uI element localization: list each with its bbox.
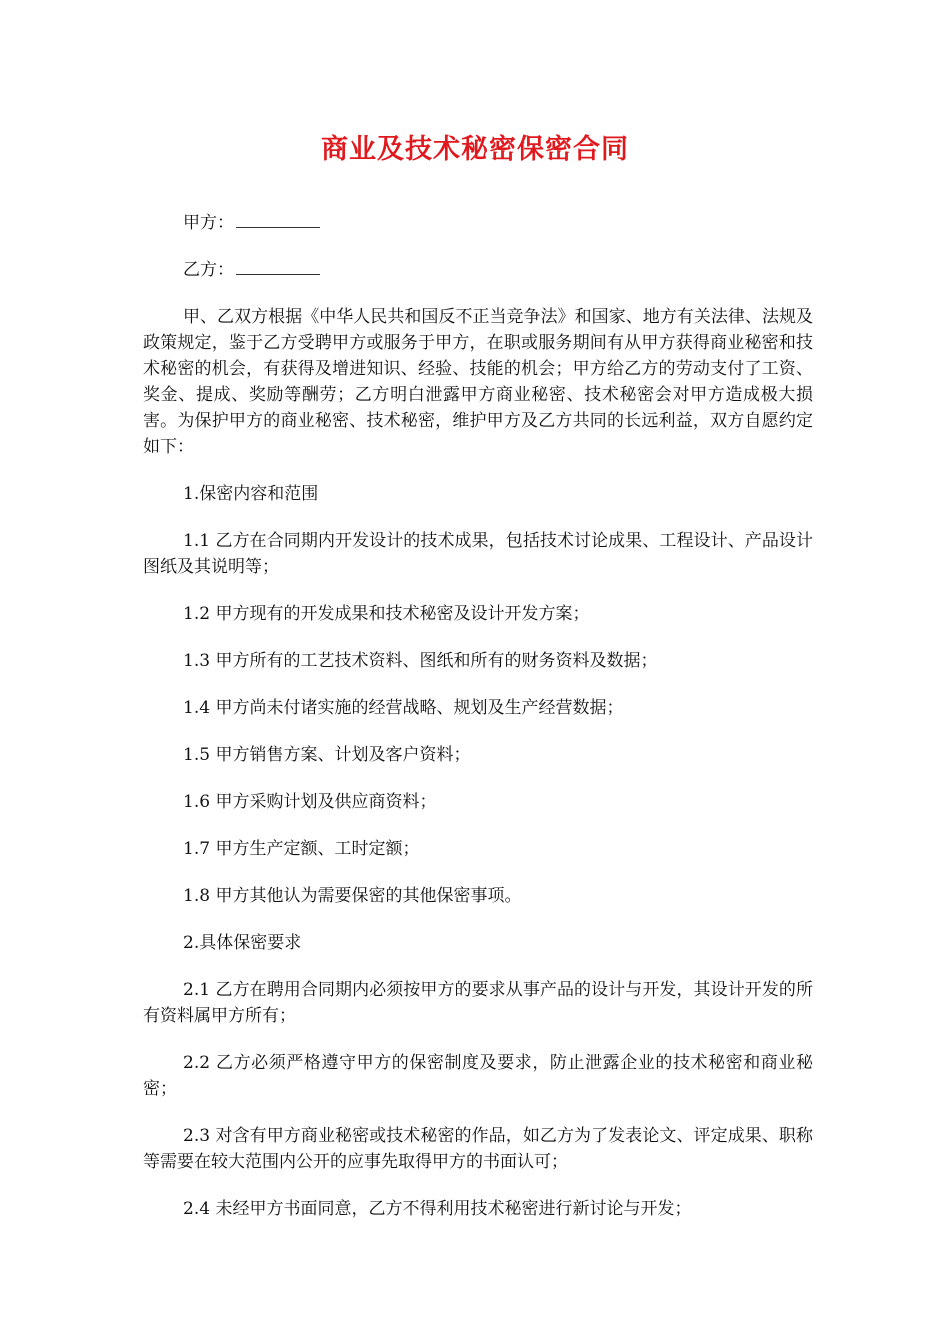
party-a-line	[143, 210, 813, 236]
clause-1-7: 1.7 甲方生产定额、工时定额；	[183, 839, 420, 859]
section-heading-2: 2.具体保密要求	[183, 933, 302, 953]
party-b-blank	[236, 260, 320, 275]
clause-2-2: 2.2 乙方必须严格遵守甲方的保密制度及要求，防止泄露企业的技术秘密和商业秘密；	[143, 1053, 813, 1099]
party-a-label: 甲方：	[183, 213, 234, 233]
clause-2-3: 2.3 对含有甲方商业秘密或技术秘密的作品，如乙方为了发表论文、评定成果、职称等需要在较大范围内公开的应事先取得甲方的书面认可；	[143, 1126, 813, 1172]
party-b-label: 乙方：	[183, 260, 234, 280]
section-heading-1: 1.保密内容和范围	[183, 484, 319, 504]
clause-1-5: 1.5 甲方销售方案、计划及客户资料；	[183, 745, 471, 765]
party-b-line	[143, 257, 813, 283]
clause-1-1: 1.1 乙方在合同期内开发设计的技术成果，包括技术讨论成果、工程设计、产品设计图纸及其说明等；	[143, 531, 813, 577]
document-title: 商业及技术秘密保密合同	[321, 134, 629, 165]
party-a-blank	[236, 213, 320, 228]
clause-1-3: 1.3 甲方所有的工艺技术资料、图纸和所有的财务资料及数据；	[183, 651, 658, 671]
clause-1-8: 1.8 甲方其他认为需要保密的其他保密事项。	[183, 886, 522, 906]
clause-2-4: 2.4 未经甲方书面同意，乙方不得利用技术秘密进行新讨论与开发；	[183, 1199, 692, 1219]
clause-2-1: 2.1 乙方在聘用合同期内必须按甲方的要求从事产品的设计与开发，其设计开发的所有资料属甲方所有；	[143, 980, 813, 1026]
preamble-paragraph: 甲、乙双方根据《中华人民共和国反不正当竞争法》和国家、地方有关法律、法规及政策规定，鉴于乙方受聘甲方或服务于甲方，在职或服务期间有从甲方获得商业秘密和技术秘密的机会，有获得及增进知识、经验、技能的机会；甲方给乙方的劳动支付了工资、奖金、提成、奖励等酬劳；乙方明白泄露甲方商业秘密、技术秘密会对甲方造成极大损害。为保护甲方的商业秘密、技术秘密，维护甲方及乙方共同的长远利益，双方自愿约定如下：	[143, 307, 813, 457]
clause-1-4: 1.4 甲方尚未付诸实施的经营战略、规划及生产经营数据；	[183, 698, 624, 718]
clause-1-6: 1.6 甲方采购计划及供应商资料；	[183, 792, 437, 812]
clause-1-2: 1.2 甲方现有的开发成果和技术秘密及设计开发方案；	[183, 604, 590, 624]
document-body	[143, 210, 813, 1243]
